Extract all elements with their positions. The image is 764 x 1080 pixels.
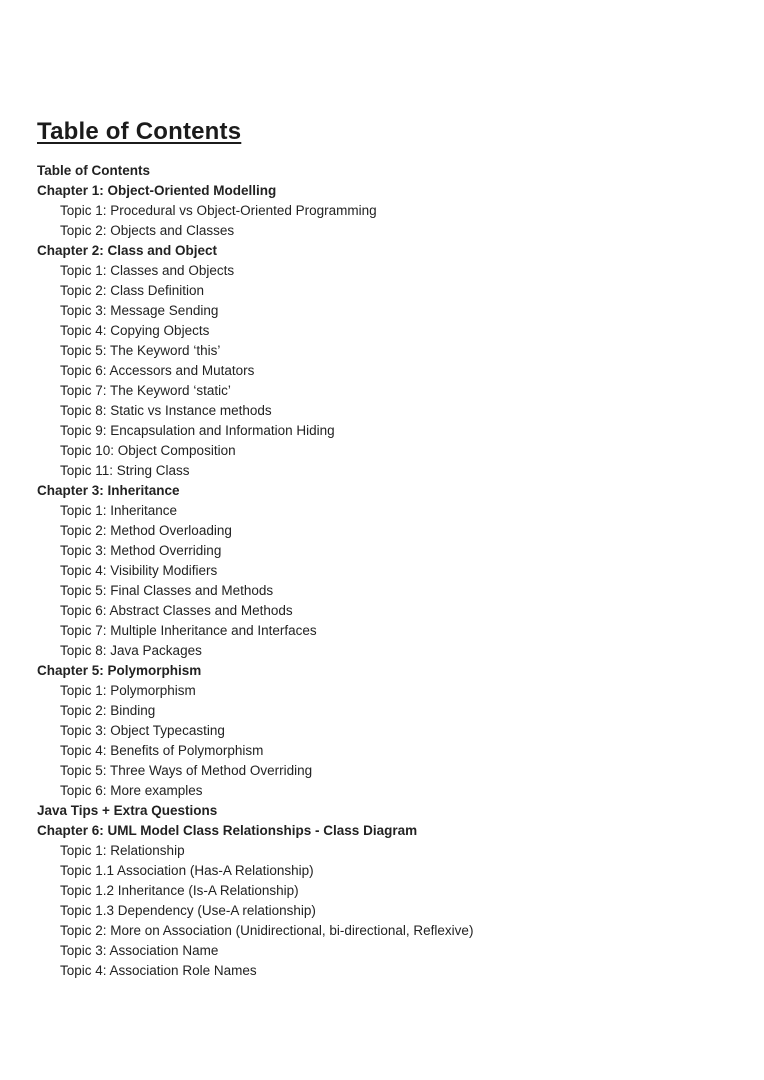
toc-topic-entry: Topic 2: Method Overloading: [60, 523, 232, 538]
toc-topic-entry: Topic 5: The Keyword ‘this’: [60, 343, 221, 358]
toc-topic-entry: Topic 7: Multiple Inheritance and Interfaces: [60, 623, 317, 638]
toc-topic-entry: Topic 9: Encapsulation and Information Hiding: [60, 423, 335, 438]
toc-topic-entry: Topic 3: Message Sending: [60, 303, 219, 318]
toc-section-entry: Java Tips + Extra Questions: [37, 803, 218, 818]
toc-topic-entry: Topic 1: Relationship: [60, 843, 185, 858]
toc-topic-entry: Topic 2: Class Definition: [60, 283, 205, 298]
toc-section-entry: Chapter 5: Polymorphism: [37, 663, 202, 678]
toc-section-entry: Chapter 1: Object-Oriented Modelling: [37, 183, 277, 198]
toc-topic-entry: Topic 11: String Class: [60, 463, 190, 478]
toc-topic-entry: Topic 6: Accessors and Mutators: [60, 363, 255, 378]
toc-topic-entry: Topic 1: Polymorphism: [60, 683, 196, 698]
toc-section-entry: Chapter 3: Inheritance: [37, 483, 180, 498]
toc-topic-entry: Topic 2: More on Association (Unidirectional, bi-directional, Reflexive): [60, 923, 474, 938]
toc-topic-entry: Topic 4: Copying Objects: [60, 323, 210, 338]
toc-topic-entry: Topic 1: Inheritance: [60, 503, 178, 518]
toc-topic-entry: Topic 4: Benefits of Polymorphism: [60, 743, 264, 758]
toc-list: [37, 161, 734, 981]
toc-topic-entry: Topic 7: The Keyword ‘static’: [60, 383, 231, 398]
toc-topic-entry: Topic 4: Association Role Names: [60, 963, 257, 978]
toc-topic-entry: Topic 10: Object Composition: [60, 443, 236, 458]
toc-topic-entry: Topic 1.3 Dependency (Use-A relationship): [60, 903, 316, 918]
toc-topic-entry: Topic 3: Object Typecasting: [60, 723, 225, 738]
toc-topic-entry: Topic 8: Java Packages: [60, 643, 202, 658]
toc-topic-entry: Topic 1: Classes and Objects: [60, 263, 235, 278]
toc-topic-entry: Topic 2: Binding: [60, 703, 156, 718]
toc-topic-entry: Topic 3: Association Name: [60, 943, 219, 958]
toc-section-entry: Table of Contents: [37, 163, 150, 178]
toc-topic-entry: Topic 1: Procedural vs Object-Oriented Programming: [60, 203, 377, 218]
toc-topic-entry: Topic 1.1 Association (Has-A Relationship): [60, 863, 314, 878]
toc-section-entry: Chapter 6: UML Model Class Relationships - Class Diagram: [37, 823, 418, 838]
toc-section-entry: Chapter 2: Class and Object: [37, 243, 218, 258]
toc-topic-entry: Topic 8: Static vs Instance methods: [60, 403, 272, 418]
toc-topic-entry: Topic 6: More examples: [60, 783, 203, 798]
toc-topic-entry: Topic 4: Visibility Modifiers: [60, 563, 218, 578]
toc-topic-entry: Topic 3: Method Overriding: [60, 543, 222, 558]
toc-topic-entry: Topic 5: Final Classes and Methods: [60, 583, 274, 598]
toc-topic-entry: Topic 5: Three Ways of Method Overriding: [60, 763, 313, 778]
page-title: Table of Contents: [37, 118, 242, 145]
toc-topic-entry: Topic 6: Abstract Classes and Methods: [60, 603, 293, 618]
toc-topic-entry: Topic 1.2 Inheritance (Is-A Relationship): [60, 883, 299, 898]
toc-topic-entry: Topic 2: Objects and Classes: [60, 223, 235, 238]
